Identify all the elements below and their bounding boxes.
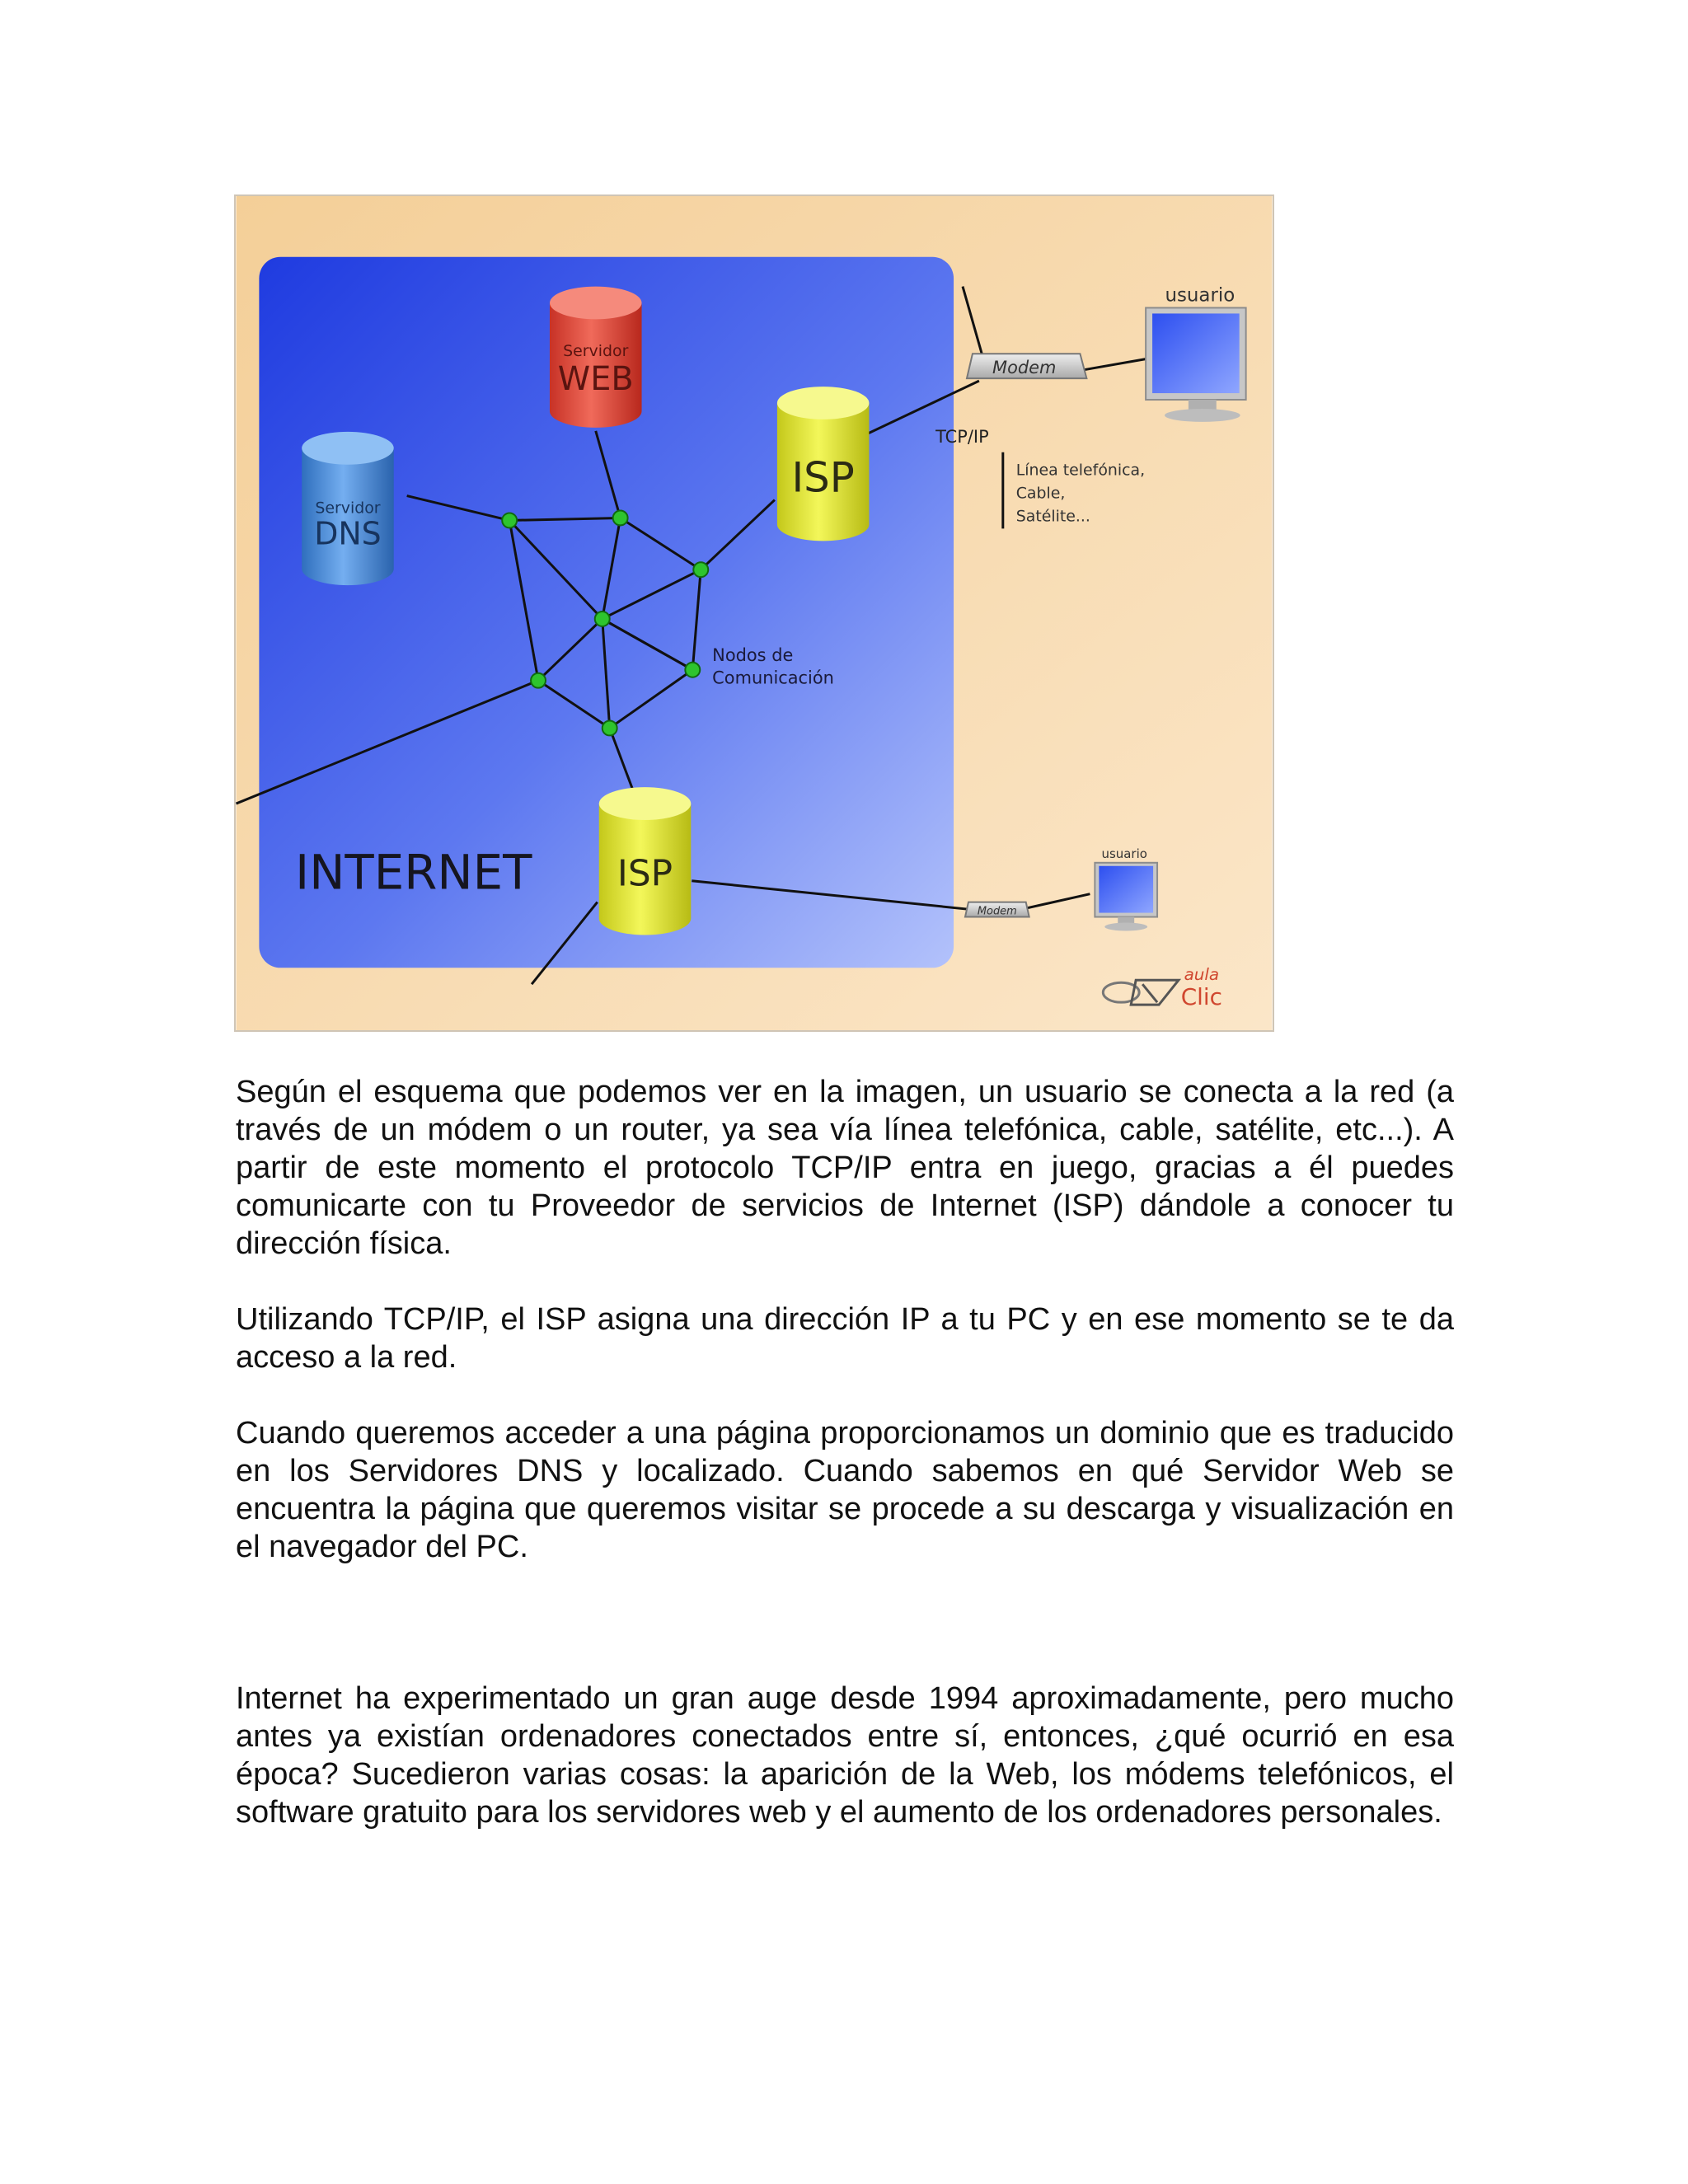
node — [595, 612, 610, 626]
connection-type-2: Cable, — [1015, 484, 1066, 503]
connection-type-3: Satélite... — [1015, 507, 1090, 526]
nodes-label-1: Nodos de — [712, 644, 794, 665]
dns-server — [302, 432, 394, 585]
node — [603, 720, 617, 735]
paragraph-ip-assignment: Utilizando TCP/IP, el ISP asigna una dirección IP a tu PC y en ese momento se te da acceso a la red. — [236, 1302, 1454, 1375]
node — [685, 663, 700, 677]
dns-server-label-2: DNS — [314, 515, 382, 552]
internet-label: INTERNET — [295, 844, 532, 901]
isp-top-label: ISP — [791, 453, 855, 502]
node — [531, 673, 546, 688]
isp-top — [777, 387, 870, 541]
node — [693, 562, 708, 577]
user-top-label: usuario — [1165, 284, 1236, 307]
web-server-label-2: WEB — [557, 360, 634, 399]
paragraph-history: Internet ha experimentado un gran auge desde 1994 aproximadamente, pero mucho antes ya existían ordenadores conectados entre sí, entonces, ¿qué ocurrió en esa época? Sucedieron varias cosas: la aparición de la Web, los módems telefónicos, el software gratuito para los servidores web y el aumento de los ordenadores personales. — [236, 1681, 1454, 1830]
modem-top — [967, 354, 1086, 378]
paragraph-connection: Según el esquema que podemos ver en la imagen, un usuario se conecta a la red (a través de un módem o un router, ya sea vía línea telefónica, cable, satélite, etc...). A partir de este momento el protocolo TCP/IP entra en juego, gracias a él puedes comunicarte con tu Proveedor de servicios de Internet (ISP) dándole a conocer tu dirección física. — [236, 1075, 1454, 1261]
isp-bottom — [599, 787, 692, 935]
node — [502, 513, 517, 527]
user-bottom-label: usuario — [1101, 846, 1147, 861]
node — [613, 510, 628, 525]
paragraph-dns: Cuando queremos acceder a una página proporcionamos un dominio que es traducido en los Servidores DNS y localizado. Cuando sabemos en qué Servidor Web se encuentra la página que queremos visitar se procede a su descarga y visualización en el navegador del PC. — [236, 1416, 1454, 1564]
isp-bottom-label: ISP — [617, 852, 673, 895]
internet-diagram — [234, 194, 1274, 1032]
diagram-canvas — [236, 196, 1273, 1030]
logo-text-2: Clic — [1180, 983, 1222, 1011]
logo-text-1: aula — [1184, 965, 1220, 985]
modem-bottom — [965, 902, 1029, 918]
web-server — [550, 287, 642, 428]
modem-bottom-label: Modem — [977, 905, 1017, 918]
nodes-label-2: Comunicación — [712, 668, 834, 688]
modem-top-label: Modem — [992, 358, 1057, 378]
connection-type-1: Línea telefónica, — [1015, 461, 1146, 480]
protocol-label: TCP/IP — [935, 426, 989, 447]
web-server-label-1: Servidor — [563, 342, 629, 361]
dns-server-label-1: Servidor — [315, 499, 381, 518]
